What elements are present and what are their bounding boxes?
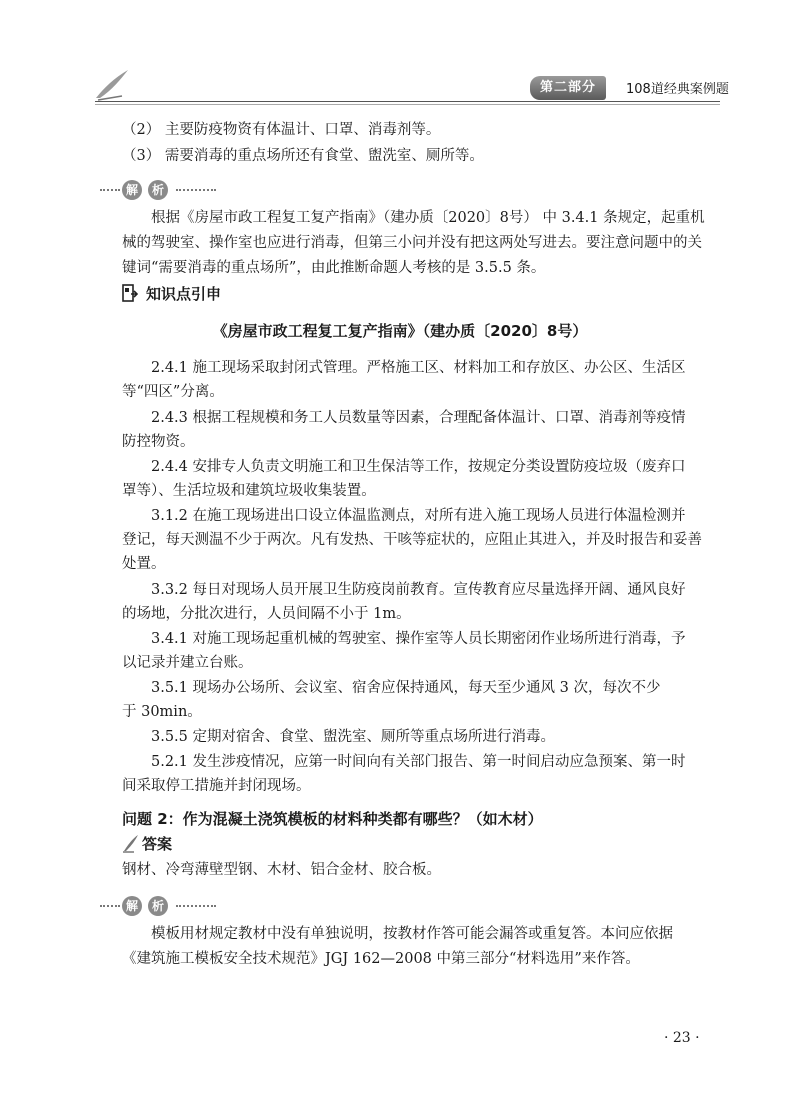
analysis-char-2: 析	[148, 180, 168, 200]
clause-line: 3.1.2 在施工现场进出口设立体温监测点，对所有进入施工现场人员进行体温检测并	[151, 508, 686, 524]
analysis-char-1: 解	[122, 180, 142, 200]
clause-line: 以记录并建立台账。	[122, 655, 253, 671]
analysis1-line: 键词“需要消毒的重点场所”，由此推断命题人考核的是 3.5.5 条。	[122, 260, 546, 276]
feather-logo-icon	[92, 66, 132, 102]
analysis-label	[100, 896, 220, 916]
part-badge: 第二部分	[530, 76, 606, 100]
analysis1-line: 根据《房屋市政工程复工复产指南》（建办质〔2020〕8号） 中 3.4.1 条规定，起重机	[151, 210, 705, 226]
answer-text: 钢材、冷弯薄壁型钢、木材、铝合金材、胶合板。	[122, 862, 441, 878]
clause-line: 等“四区”分离。	[122, 384, 224, 400]
analysis-char-2: 析	[148, 896, 168, 916]
clause-line: 3.3.2 每日对现场人员开展卫生防疫岗前教育。宣传教育应尽量选择开阔、通风良好	[151, 582, 686, 598]
clause-line: 3.4.1 对施工现场起重机械的驾驶室、操作室等人员长期密闭作业场所进行消毒，予	[151, 631, 686, 647]
clause-line: 罩等）、生活垃圾和建筑垃圾收集装置。	[122, 483, 376, 499]
analysis-char-1: 解	[122, 896, 142, 916]
header-rule-thin	[95, 104, 720, 105]
knowledge-icon	[122, 284, 138, 302]
reference-title: 《房屋市政工程复工复产指南》（建办质〔2020〕8号）	[212, 322, 588, 340]
clause-line: 3.5.5 定期对宿舍、食堂、盥洗室、厕所等重点场所进行消毒。	[151, 729, 556, 745]
clause-line: 2.4.4 安排专人负责文明施工和卫生保洁等工作，按规定分类设置防疫垃圾（废弃口	[151, 459, 686, 475]
analysis2-line: 《建筑施工模板安全技术规范》JGJ 162—2008 中第三部分“材料选用”来作答。	[122, 951, 640, 967]
analysis2-line: 模板用材规定教材中没有单独说明，按教材作答可能会漏答或重复答。本问应依据	[151, 926, 673, 942]
answer-item-3: （3） 需要消毒的重点场所还有食堂、盥洗室、厕所等。	[122, 148, 484, 164]
pen-icon	[122, 833, 140, 853]
clause-line: 于 30min。	[122, 704, 202, 720]
answer-label: 答案	[142, 835, 173, 853]
clause-line: 间采取停工措施并封闭现场。	[122, 778, 311, 794]
clause-line: 2.4.1 施工现场采取封闭式管理。严格施工区、材料加工和存放区、办公区、生活区	[151, 360, 686, 376]
clause-line: 的场地，分批次进行，人员间隔不小于 1m。	[122, 606, 411, 622]
analysis1-line: 械的驾驶室、操作室也应进行消毒，但第三小问并没有把这两处写进去。要注意问题中的关	[122, 235, 702, 251]
header-rule	[95, 101, 720, 102]
header-title: 108道经典案例题	[626, 82, 729, 97]
answer-item-2: （2） 主要防疫物资有体温计、口罩、消毒剂等。	[122, 122, 441, 138]
clause-line: 处置。	[122, 556, 166, 572]
analysis-label	[100, 180, 220, 200]
page-number: · 23 ·	[664, 1030, 700, 1046]
clause-line: 防控物资。	[122, 434, 195, 450]
knowledge-title: 知识点引申	[146, 285, 222, 303]
clause-line: 3.5.1 现场办公场所、会议室、宿舍应保持通风，每天至少通风 3 次，每次不少	[151, 680, 661, 696]
question-2: 问题 2：作为混凝土浇筑模板的材料种类都有哪些？（如木材）	[122, 810, 543, 828]
clause-line: 2.4.3 根据工程规模和务工人员数量等因素，合理配备体温计、口罩、消毒剂等疫情	[151, 410, 686, 426]
clause-line: 登记，每天测温不少于两次。凡有发热、干咳等症状的，应阻止其进入，并及时报告和妥善	[122, 532, 702, 548]
clause-line: 5.2.1 发生涉疫情况，应第一时间向有关部门报告、第一时间启动应急预案、第一时	[151, 754, 686, 770]
